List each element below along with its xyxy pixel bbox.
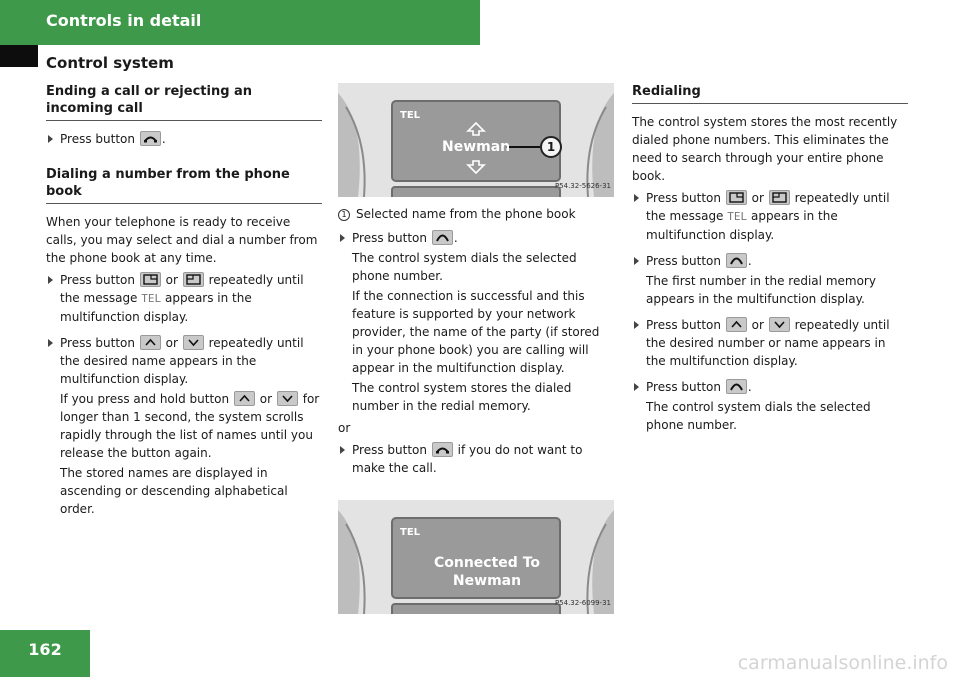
call-icon — [726, 379, 747, 394]
step-text: . — [747, 254, 752, 268]
caption-number: 1 — [338, 209, 350, 221]
or-text: or — [338, 421, 351, 435]
step-text: . — [453, 231, 458, 245]
dial-intro: When your telephone is ready to receive calls, you may select and dial a number from the phone book at any time. — [46, 215, 318, 265]
step-text: if you do not want to make the call. — [352, 443, 583, 475]
chapter-header — [0, 0, 480, 45]
step-select-tel — [46, 271, 322, 326]
heading-dial-phonebook: Dialing a number from the phone book — [46, 166, 322, 204]
note-dials: The control system dials the selected phone number. — [352, 251, 577, 283]
step-text: Press button — [646, 191, 721, 205]
figure-caption — [338, 205, 614, 223]
step-text: Press button — [60, 132, 135, 146]
note-dials-selected: The control system dials the selected phone number. — [646, 400, 871, 432]
step-text: . — [747, 380, 752, 394]
page-number: 162 — [0, 630, 90, 677]
heading-end-call: Ending a call or rejecting an incoming call — [46, 83, 322, 121]
step-text: or — [165, 273, 178, 287]
watermark: carmanualsonline.info — [737, 652, 948, 674]
display-tel-label: TEL — [400, 527, 421, 538]
step-text: Press button — [352, 443, 427, 457]
display-line-2: Newman — [452, 573, 522, 589]
figure-code: P54.32-6099-31 — [554, 599, 611, 607]
arrow-up-icon — [140, 335, 161, 350]
step-select-number — [632, 316, 908, 370]
step-text: Press button — [646, 318, 721, 332]
display-message: TEL — [727, 210, 748, 223]
step-call-redial — [632, 252, 908, 270]
step-dial — [338, 229, 614, 247]
display-name: Newman — [442, 139, 511, 155]
step-text: Press button — [60, 273, 135, 287]
section-title: Control system — [46, 54, 174, 72]
step-cancel — [338, 441, 614, 477]
display-message: TEL — [141, 292, 162, 305]
page-forward-icon — [726, 190, 747, 205]
step-text: Press button — [646, 254, 721, 268]
section-marker — [0, 45, 38, 67]
note-first-number: The first number in the redial memory appears in the multifunction display. — [646, 274, 876, 306]
note-scroll — [46, 390, 322, 462]
step-text: Press button — [352, 231, 427, 245]
display-tel-label: TEL — [400, 110, 421, 121]
column-3 — [632, 83, 908, 436]
step-select-name — [46, 334, 322, 388]
step-text: repeatedly until the message — [646, 191, 890, 223]
step-text: repeatedly until the desired name appears in the multifunction display. — [60, 336, 304, 386]
arrow-down-icon — [769, 317, 790, 332]
call-icon — [432, 230, 453, 245]
step-text: . — [161, 132, 166, 146]
note-text: or — [259, 392, 273, 406]
step-hang-up — [46, 130, 322, 148]
call-icon — [726, 253, 747, 268]
display-figure-newman — [338, 83, 614, 197]
note-redial-memory: The control system stores the dialed number in the redial memory. — [352, 381, 572, 413]
arrow-down-icon — [277, 391, 298, 406]
step-text: or — [165, 336, 178, 350]
step-text: repeatedly until the desired number or name appears in the multifunction display. — [646, 318, 890, 368]
arrow-up-icon — [234, 391, 255, 406]
hang-up-icon — [432, 442, 453, 457]
step-text: appears in the multifunction display. — [60, 291, 252, 324]
display-line-1: Connected To — [433, 555, 540, 571]
page-back-icon — [769, 190, 790, 205]
page-back-icon — [183, 272, 204, 287]
column-1 — [46, 83, 322, 520]
column-2 — [338, 83, 614, 607]
arrow-up-icon — [726, 317, 747, 332]
arrow-down-icon — [183, 335, 204, 350]
step-text: appears in the multifunction display. — [646, 209, 838, 242]
step-text: Press button — [646, 380, 721, 394]
step-text: Press button — [60, 336, 135, 350]
step-dial-selected — [632, 378, 908, 396]
redial-intro: The control system stores the most recently dialed phone numbers. This eliminates the need to search through your entire phone book. — [632, 115, 898, 183]
step-text: or — [751, 191, 764, 205]
hang-up-icon — [140, 131, 161, 146]
step-text: or — [751, 318, 764, 332]
heading-redialing: Redialing — [632, 83, 908, 104]
note-text: If you press and hold button — [60, 392, 230, 406]
page-forward-icon — [140, 272, 161, 287]
caption-text: Selected name from the phone book — [356, 207, 576, 221]
callout-1: 1 — [540, 136, 562, 158]
display-figure-connected — [338, 500, 614, 614]
figure-code: P54.32-5626-31 — [554, 182, 611, 190]
note-connection: If the connection is successful and this feature is supported by your network provider, the name of the party (if stored in your phone book) you are calling will appear in the multifunction display. — [352, 289, 600, 375]
step-text: repeatedly until the message — [60, 273, 304, 305]
chapter-title: Controls in detail — [46, 11, 202, 30]
step-select-tel — [632, 189, 908, 244]
note-text: for longer than 1 second, the system scrolls rapidly through the list of names until you release the button again. — [60, 392, 320, 460]
note-order: The stored names are displayed in ascending or descending alphabetical order. — [60, 466, 288, 516]
